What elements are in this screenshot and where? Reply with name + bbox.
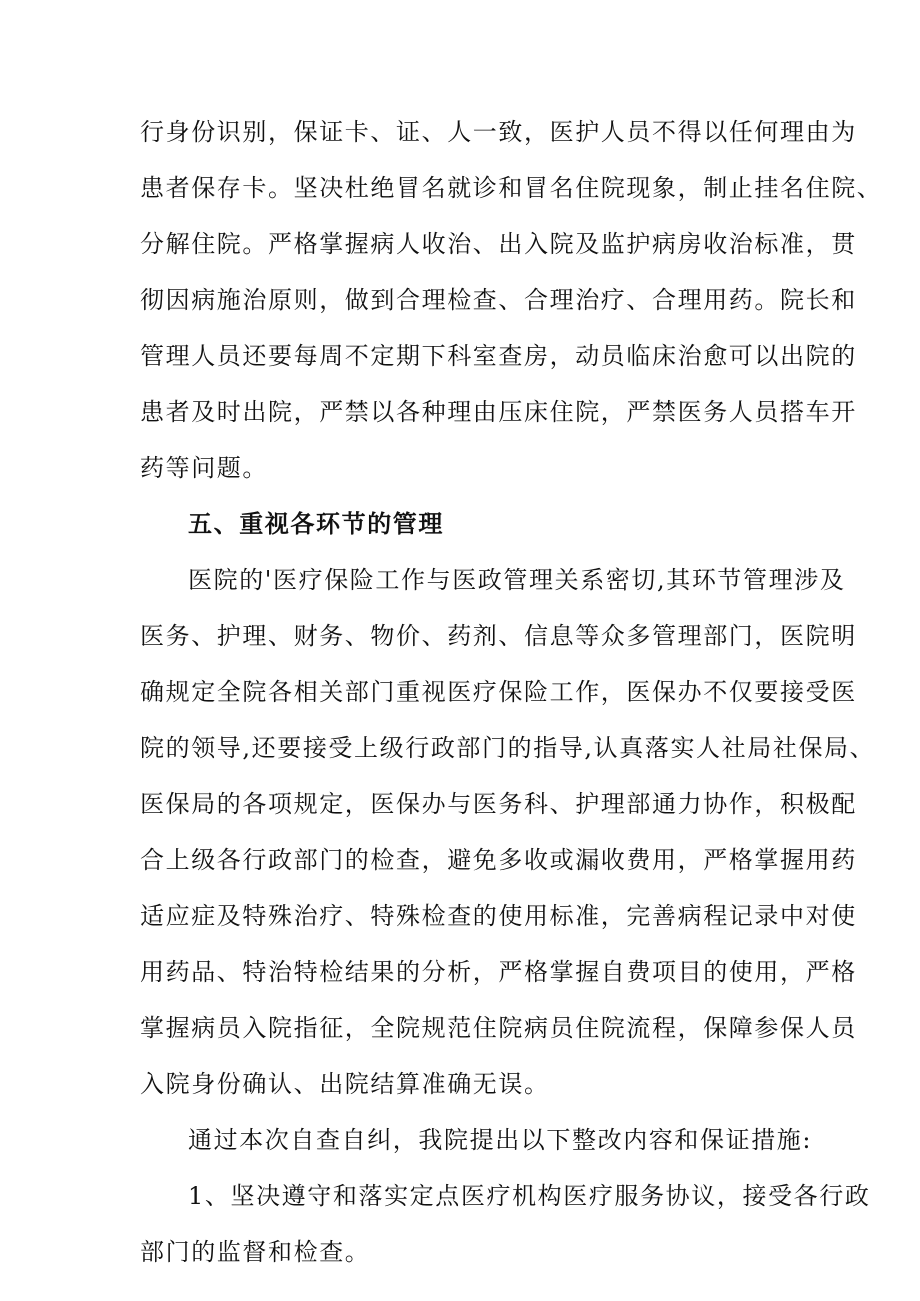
text-line: 药等问题。	[140, 454, 268, 482]
text-line: 彻因病施治原则，做到合理检查、合理治疗、合理用药。院长和	[140, 286, 857, 314]
text-line: 管理人员还要每周不定期下科室查房，动员临床治愈可以出院的	[140, 342, 857, 370]
list-item-line: 部门的监督和检查。	[140, 1238, 371, 1266]
text-line: 适应症及特殊治疗、特殊检查的使用标准，完善病程记录中对使	[140, 902, 857, 930]
text-line: 医务、护理、财务、物价、药剂、信息等众多管理部门，医院明	[140, 622, 857, 650]
text-line: 院的领导,还要接受上级行政部门的指导,认真落实人社局社保局、	[140, 734, 876, 762]
text-line: 医院的'医疗保险工作与医政管理关系密切,其环节管理涉及	[188, 566, 846, 594]
text-line: 分解住院。严格掌握病人收治、出入院及监护病房收治标准，贯	[140, 230, 857, 258]
text-line: 入院身份确认、出院结算准确无误。	[140, 1070, 550, 1098]
text-line: 行身份识别，保证卡、证、人一致，医护人员不得以任何理由为	[140, 118, 857, 146]
list-item-line: 1、坚决遵守和落实定点医疗机构医疗服务协议，接受各行政	[188, 1182, 871, 1210]
text-line: 患者保存卡。坚决杜绝冒名就诊和冒名住院现象，制止挂名住院、	[140, 174, 883, 202]
text-line: 用药品、特治特检结果的分析，严格掌握自费项目的使用，严格	[140, 958, 857, 986]
text-line: 医保局的各项规定，医保办与医务科、护理部通力协作，积极配	[140, 790, 857, 818]
text-line: 掌握病员入院指征，全院规范住院病员住院流程，保障参保人员	[140, 1014, 857, 1042]
section-heading: 五、重视各环节的管理	[188, 509, 444, 538]
text-line: 合上级各行政部门的检查，避免多收或漏收费用，严格掌握用药	[140, 846, 857, 874]
text-line: 确规定全院各相关部门重视医疗保险工作，医保办不仅要接受医	[140, 678, 857, 706]
text-line: 通过本次自查自纠，我院提出以下整改内容和保证措施:	[188, 1126, 813, 1154]
text-line: 患者及时出院，严禁以各种理由压床住院，严禁医务人员搭车开	[140, 398, 857, 426]
